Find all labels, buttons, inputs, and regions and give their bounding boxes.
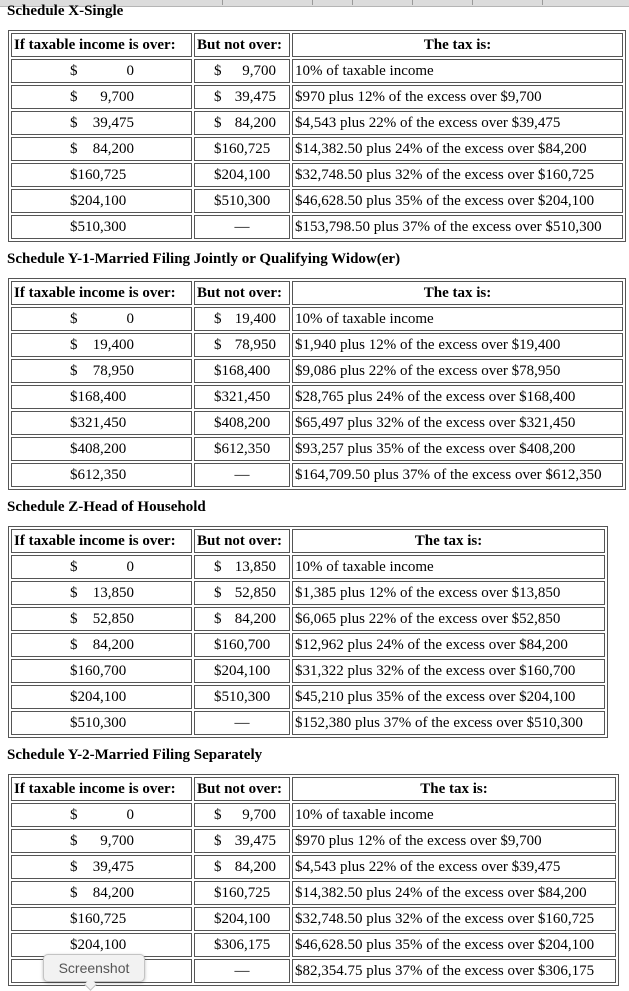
header-tax: The tax is: xyxy=(292,281,623,305)
amount-value: 13,850 xyxy=(92,585,134,601)
amount xyxy=(70,712,126,734)
cell-tax-formula: $164,709.50 plus 37% of the excess over $612,350 xyxy=(292,463,623,487)
table-row xyxy=(11,137,623,161)
amount-value: 78,950 xyxy=(92,363,134,379)
amount-value: 84,200 xyxy=(92,141,134,157)
header-not-over: But not over: xyxy=(194,281,290,305)
schedule-title: Schedule X-Single xyxy=(7,3,124,19)
amount-value: 19,400 xyxy=(234,311,276,327)
header-not-over: But not over: xyxy=(194,529,290,553)
currency-symbol: $ xyxy=(70,89,78,105)
amount-value: 0 xyxy=(126,559,134,575)
table-row xyxy=(11,359,623,383)
cell-income-over xyxy=(11,829,192,853)
cell-tax-formula: $14,382.50 plus 24% of the excess over $84,200 xyxy=(292,137,623,161)
amount xyxy=(70,582,134,604)
cell-income-over xyxy=(11,215,192,239)
cell-tax-formula: $153,798.50 plus 37% of the excess over $510,300 xyxy=(292,215,623,239)
table-row xyxy=(11,437,623,461)
amount xyxy=(214,934,270,956)
table-row xyxy=(11,189,623,213)
cell-tax-formula: $65,497 plus 32% of the excess over $321,450 xyxy=(292,411,623,435)
cell-income-not-over xyxy=(194,463,290,487)
table-row xyxy=(11,855,616,879)
cell-income-not-over xyxy=(194,359,290,383)
table-row xyxy=(11,411,623,435)
amount-value: 39,475 xyxy=(234,833,276,849)
cell-income-not-over xyxy=(194,189,290,213)
amount xyxy=(214,660,270,682)
cell-tax-formula: $1,385 plus 12% of the excess over $13,850 xyxy=(292,581,605,605)
amount xyxy=(70,112,134,134)
amount-value: 9,700 xyxy=(100,833,134,849)
amount xyxy=(70,360,134,382)
table-row xyxy=(11,333,623,357)
currency-symbol: $ xyxy=(70,859,78,875)
amount-value: 39,475 xyxy=(234,89,276,105)
amount-value: 52,850 xyxy=(234,585,276,601)
table-header-row xyxy=(11,281,623,305)
cell-income-over xyxy=(11,411,192,435)
amount xyxy=(70,60,134,82)
table-row xyxy=(11,659,605,683)
table-header-row xyxy=(11,777,616,801)
schedule-title: Schedule Y-2-Married Filing Separately xyxy=(7,747,263,763)
currency-symbol: $ xyxy=(214,833,222,849)
tax-schedule-table xyxy=(8,526,608,738)
table-row xyxy=(11,215,623,239)
currency-symbol: $ xyxy=(70,585,78,601)
header-tax: The tax is: xyxy=(292,33,623,57)
amount-value: $168,400 xyxy=(70,389,127,405)
amount-value: $408,200 xyxy=(214,415,271,431)
no-limit-dash: — xyxy=(234,467,250,483)
amount-value: $321,450 xyxy=(214,389,271,405)
table-row xyxy=(11,711,605,735)
cell-tax-formula: $31,322 plus 32% of the excess over $160,700 xyxy=(292,659,605,683)
amount-value: $204,100 xyxy=(70,193,127,209)
amount xyxy=(214,438,270,460)
currency-symbol: $ xyxy=(70,885,78,901)
schedule-title: Schedule Z-Head of Household xyxy=(7,499,206,515)
cell-income-not-over xyxy=(194,881,290,905)
currency-symbol: $ xyxy=(214,337,222,353)
amount xyxy=(214,112,276,134)
cell-income-not-over xyxy=(194,137,290,161)
tooltip-label: Screenshot xyxy=(58,960,130,976)
amount xyxy=(214,412,270,434)
amount xyxy=(70,334,134,356)
amount-value: $408,200 xyxy=(70,441,127,457)
amount-value: $160,725 xyxy=(214,885,271,901)
cell-income-not-over xyxy=(194,607,290,631)
currency-symbol: $ xyxy=(70,363,78,379)
amount xyxy=(70,882,134,904)
header-over: If taxable income is over: xyxy=(11,33,192,57)
amount xyxy=(70,464,126,486)
cell-tax-formula: $45,210 plus 35% of the excess over $204,100 xyxy=(292,685,605,709)
cell-income-over xyxy=(11,385,192,409)
cell-income-over xyxy=(11,463,192,487)
table-row xyxy=(11,907,616,931)
amount xyxy=(214,882,270,904)
cell-tax-formula: 10% of taxable income xyxy=(292,307,623,331)
amount-value: 19,400 xyxy=(92,337,134,353)
amount-value: $204,100 xyxy=(70,937,127,953)
cell-income-not-over xyxy=(194,907,290,931)
schedule-rows xyxy=(11,307,623,487)
amount xyxy=(70,86,134,108)
cell-income-over xyxy=(11,607,192,631)
strip-tick xyxy=(472,0,473,5)
amount xyxy=(214,190,270,212)
amount-value: $160,700 xyxy=(70,663,127,679)
currency-symbol: $ xyxy=(214,89,222,105)
amount xyxy=(214,86,276,108)
strip-tick xyxy=(412,0,413,5)
table-row xyxy=(11,111,623,135)
table-row xyxy=(11,163,623,187)
amount xyxy=(70,660,126,682)
currency-symbol: $ xyxy=(214,807,222,823)
amount-value: $204,100 xyxy=(70,689,127,705)
currency-symbol: $ xyxy=(70,559,78,575)
screenshot-tooltip xyxy=(43,954,145,982)
amount-value: $321,450 xyxy=(70,415,127,431)
cell-income-not-over xyxy=(194,959,290,983)
amount xyxy=(70,830,134,852)
table-row xyxy=(11,385,623,409)
cell-tax-formula: $28,765 plus 24% of the excess over $168,400 xyxy=(292,385,623,409)
amount-value: 84,200 xyxy=(92,885,134,901)
table-header-row xyxy=(11,529,605,553)
amount xyxy=(70,608,134,630)
cell-income-not-over xyxy=(194,437,290,461)
amount-value: $160,725 xyxy=(70,167,127,183)
table-row xyxy=(11,307,623,331)
amount xyxy=(214,360,270,382)
header-not-over: But not over: xyxy=(194,777,290,801)
cell-tax-formula: 10% of taxable income xyxy=(292,555,605,579)
cell-income-over xyxy=(11,881,192,905)
cell-tax-formula: $12,962 plus 24% of the excess over $84,200 xyxy=(292,633,605,657)
amount xyxy=(214,830,276,852)
table-row xyxy=(11,685,605,709)
currency-symbol: $ xyxy=(70,311,78,327)
amount xyxy=(70,856,134,878)
currency-symbol: $ xyxy=(70,115,78,131)
cell-tax-formula: $82,354.75 plus 37% of the excess over $306,175 xyxy=(292,959,616,983)
cell-tax-formula: $152,380 plus 37% of the excess over $510,300 xyxy=(292,711,605,735)
cell-income-not-over xyxy=(194,385,290,409)
amount xyxy=(214,334,276,356)
amount-value: 84,200 xyxy=(92,637,134,653)
cell-tax-formula: $46,628.50 plus 35% of the excess over $204,100 xyxy=(292,933,616,957)
amount xyxy=(70,908,126,930)
amount xyxy=(70,308,134,330)
amount xyxy=(70,686,126,708)
currency-symbol: $ xyxy=(214,559,222,575)
cell-income-not-over xyxy=(194,307,290,331)
cell-income-not-over xyxy=(194,411,290,435)
table-row xyxy=(11,881,616,905)
table-row xyxy=(11,59,623,83)
amount xyxy=(70,138,134,160)
amount xyxy=(214,138,270,160)
cell-tax-formula: $32,748.50 plus 32% of the excess over $160,725 xyxy=(292,163,623,187)
amount-value: 0 xyxy=(126,807,134,823)
cell-income-not-over xyxy=(194,659,290,683)
amount-value: 84,200 xyxy=(234,115,276,131)
amount xyxy=(70,934,126,956)
cell-income-over xyxy=(11,137,192,161)
cell-income-not-over xyxy=(194,829,290,853)
cell-income-not-over xyxy=(194,933,290,957)
currency-symbol: $ xyxy=(70,141,78,157)
cell-income-over xyxy=(11,59,192,83)
amount xyxy=(214,582,276,604)
cell-income-over xyxy=(11,907,192,931)
amount xyxy=(214,856,276,878)
cell-tax-formula: $1,940 plus 12% of the excess over $19,400 xyxy=(292,333,623,357)
amount-value: $510,300 xyxy=(214,689,271,705)
table-header-row xyxy=(11,33,623,57)
currency-symbol: $ xyxy=(70,611,78,627)
table-row xyxy=(11,85,623,109)
amount xyxy=(70,412,126,434)
amount-value: $204,100 xyxy=(214,663,271,679)
table-row xyxy=(11,555,605,579)
cell-income-not-over xyxy=(194,59,290,83)
cell-income-over xyxy=(11,803,192,827)
table-row xyxy=(11,463,623,487)
header-tax: The tax is: xyxy=(292,777,616,801)
amount-value: $510,300 xyxy=(70,219,127,235)
currency-symbol: $ xyxy=(214,63,222,79)
tooltip-tail xyxy=(84,978,97,991)
cell-income-not-over xyxy=(194,803,290,827)
currency-symbol: $ xyxy=(70,337,78,353)
currency-symbol: $ xyxy=(70,63,78,79)
cell-income-not-over xyxy=(194,633,290,657)
amount xyxy=(214,608,276,630)
cell-tax-formula: $6,065 plus 22% of the excess over $52,850 xyxy=(292,607,605,631)
amount-value: $306,175 xyxy=(214,937,271,953)
currency-symbol: $ xyxy=(70,833,78,849)
cell-income-not-over xyxy=(194,711,290,735)
currency-symbol: $ xyxy=(214,611,222,627)
amount xyxy=(70,386,126,408)
amount-value: $612,350 xyxy=(214,441,271,457)
amount xyxy=(214,804,276,826)
cell-income-not-over xyxy=(194,163,290,187)
header-over: If taxable income is over: xyxy=(11,777,192,801)
cell-tax-formula: $46,628.50 plus 35% of the excess over $204,100 xyxy=(292,189,623,213)
amount xyxy=(214,386,270,408)
amount xyxy=(70,634,134,656)
cell-tax-formula: $14,382.50 plus 24% of the excess over $84,200 xyxy=(292,881,616,905)
amount xyxy=(214,60,276,82)
amount-value: 13,850 xyxy=(234,559,276,575)
table-row xyxy=(11,633,605,657)
cell-tax-formula: $970 plus 12% of the excess over $9,700 xyxy=(292,85,623,109)
amount xyxy=(70,216,126,238)
amount xyxy=(70,438,126,460)
cell-tax-formula: $4,543 plus 22% of the excess over $39,475 xyxy=(292,855,616,879)
currency-symbol: $ xyxy=(214,115,222,131)
cell-tax-formula: 10% of taxable income xyxy=(292,59,623,83)
amount xyxy=(70,190,126,212)
header-over: If taxable income is over: xyxy=(11,281,192,305)
cell-tax-formula: $4,543 plus 22% of the excess over $39,475 xyxy=(292,111,623,135)
amount xyxy=(214,556,276,578)
amount-value: $160,700 xyxy=(214,637,271,653)
strip-tick xyxy=(222,0,223,5)
no-limit-dash: — xyxy=(234,219,250,235)
amount-value: $510,300 xyxy=(214,193,271,209)
amount-value: 0 xyxy=(126,311,134,327)
cell-income-over xyxy=(11,359,192,383)
cell-income-over xyxy=(11,189,192,213)
cell-income-not-over xyxy=(194,555,290,579)
amount xyxy=(214,686,270,708)
table-row xyxy=(11,803,616,827)
amount xyxy=(70,556,134,578)
cell-tax-formula: $93,257 plus 35% of the excess over $408,200 xyxy=(292,437,623,461)
no-limit-dash: — xyxy=(234,715,250,731)
amount xyxy=(214,308,276,330)
amount-value: $510,300 xyxy=(70,715,127,731)
amount xyxy=(214,908,270,930)
amount-value: $168,400 xyxy=(214,363,271,379)
currency-symbol: $ xyxy=(70,807,78,823)
no-limit-dash: — xyxy=(234,963,250,979)
amount-value: 84,200 xyxy=(234,611,276,627)
schedule-rows xyxy=(11,555,605,735)
cell-income-not-over xyxy=(194,85,290,109)
amount-value: 0 xyxy=(126,63,134,79)
cell-income-over xyxy=(11,85,192,109)
amount-value: $204,100 xyxy=(214,167,271,183)
amount-value: 9,700 xyxy=(242,807,276,823)
cell-income-not-over xyxy=(194,855,290,879)
amount xyxy=(214,634,270,656)
cell-income-over xyxy=(11,659,192,683)
amount-value: 39,475 xyxy=(92,115,134,131)
cell-income-over xyxy=(11,333,192,357)
cell-tax-formula: $970 plus 12% of the excess over $9,700 xyxy=(292,829,616,853)
header-not-over: But not over: xyxy=(194,33,290,57)
amount xyxy=(214,164,270,186)
cell-tax-formula: $9,086 plus 22% of the excess over $78,950 xyxy=(292,359,623,383)
header-tax: The tax is: xyxy=(292,529,605,553)
amount xyxy=(70,164,126,186)
amount-value: 9,700 xyxy=(100,89,134,105)
table-row xyxy=(11,581,605,605)
amount-value: 84,200 xyxy=(234,859,276,875)
schedule-rows xyxy=(11,59,623,239)
cell-income-not-over xyxy=(194,685,290,709)
cell-income-over xyxy=(11,711,192,735)
cell-income-not-over xyxy=(194,111,290,135)
amount-value: 78,950 xyxy=(234,337,276,353)
cell-income-over xyxy=(11,555,192,579)
amount-value: 52,850 xyxy=(92,611,134,627)
cell-income-over xyxy=(11,437,192,461)
cell-income-over xyxy=(11,685,192,709)
amount-value: $160,725 xyxy=(70,911,127,927)
cell-income-over xyxy=(11,581,192,605)
cell-income-over xyxy=(11,633,192,657)
cell-income-over xyxy=(11,163,192,187)
currency-symbol: $ xyxy=(214,585,222,601)
cell-tax-formula: 10% of taxable income xyxy=(292,803,616,827)
cell-income-not-over xyxy=(194,581,290,605)
currency-symbol: $ xyxy=(70,637,78,653)
amount-value: $160,725 xyxy=(214,141,271,157)
table-row xyxy=(11,607,605,631)
cell-income-over xyxy=(11,307,192,331)
cell-income-over xyxy=(11,111,192,135)
cell-income-over xyxy=(11,855,192,879)
tax-schedule-table xyxy=(8,278,626,490)
cell-tax-formula: $32,748.50 plus 32% of the excess over $160,725 xyxy=(292,907,616,931)
amount xyxy=(70,804,134,826)
cell-income-not-over xyxy=(194,215,290,239)
amount-value: 9,700 xyxy=(242,63,276,79)
strip-tick xyxy=(312,0,313,5)
tax-schedule-table xyxy=(8,30,626,242)
amount-value: 39,475 xyxy=(92,859,134,875)
strip-tick xyxy=(352,0,353,5)
table-row xyxy=(11,829,616,853)
amount-value: $204,100 xyxy=(214,911,271,927)
currency-symbol: $ xyxy=(214,311,222,327)
cell-income-not-over xyxy=(194,333,290,357)
currency-symbol: $ xyxy=(214,859,222,875)
amount-value: $612,350 xyxy=(70,467,127,483)
strip-tick xyxy=(542,0,543,5)
header-over: If taxable income is over: xyxy=(11,529,192,553)
schedule-title: Schedule Y-1-Married Filing Jointly or Qualifying Widow(er) xyxy=(7,251,401,267)
